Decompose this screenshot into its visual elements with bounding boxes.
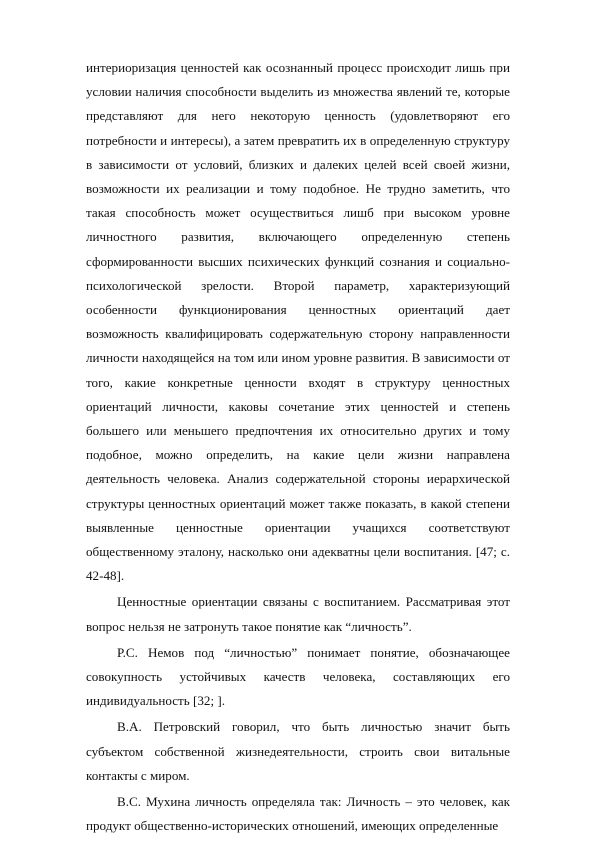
paragraph-3: Р.С. Немов под “личностью” понимает понятие, обозначающее совокупность устойчивых качеств человека, составляющих его индивидуальность [32; ].	[86, 644, 510, 709]
document-page	[86, 56, 510, 839]
paragraph-1: интериоризация ценностей как осознанный процесс происходит лишь при условии наличия способности выделить из множества явлений те, которые представляют для него некоторую ценность (удовлетворяют его потребности и интересы), а затем превратить их в определенную структуру в зависимости от условий, близких и далеких целей всей своей жизни, возможности их реализации и тому подобное. Не трудно заметить, что такая способность может осуществиться лишб при высоком уровне личностного развития, включающего определенную степень сформированности высших психических функций сознания и социально-психологической зрелости. Второй параметр, характеризующий особенности функционирования ценностных ориентаций дает возможность квалифицировать содержательную сторону направленности личности находящейся на том или ином уровне развития. В зависимости от того, какие конкретные ценности входят в структуру ценностных ориентаций личности, каковы сочетание этих ценностей и степень большего или меньшего предпочтения их относительно других и тому подобное, можно определить, на какие цели жизни направлена деятельность человека. Анализ содержательной стороны иерархической структуры ценностных ориентаций может также показать, в какой степени выявленные ценностные ориентации учащихся соответствуют общественному эталону, насколько они адекватны цели воспитания. [47; с. 42-48].	[86, 60, 510, 584]
paragraph-4: В.А. Петровский говорил, что быть личностью значит быть субъектом собственной жизнедеятельности, строить свои витальные контакты с миром.	[86, 719, 510, 783]
paragraph-5: В.С. Мухина личность определяла так: Личность – это человек, как продукт общественно-исторических отношений, имеющих определенные	[86, 794, 510, 834]
paragraph-2: Ценностные ориентации связаны с воспитанием. Рассматривая этот вопрос нельзя не затронуть такое понятие как “личность”.	[86, 594, 510, 634]
